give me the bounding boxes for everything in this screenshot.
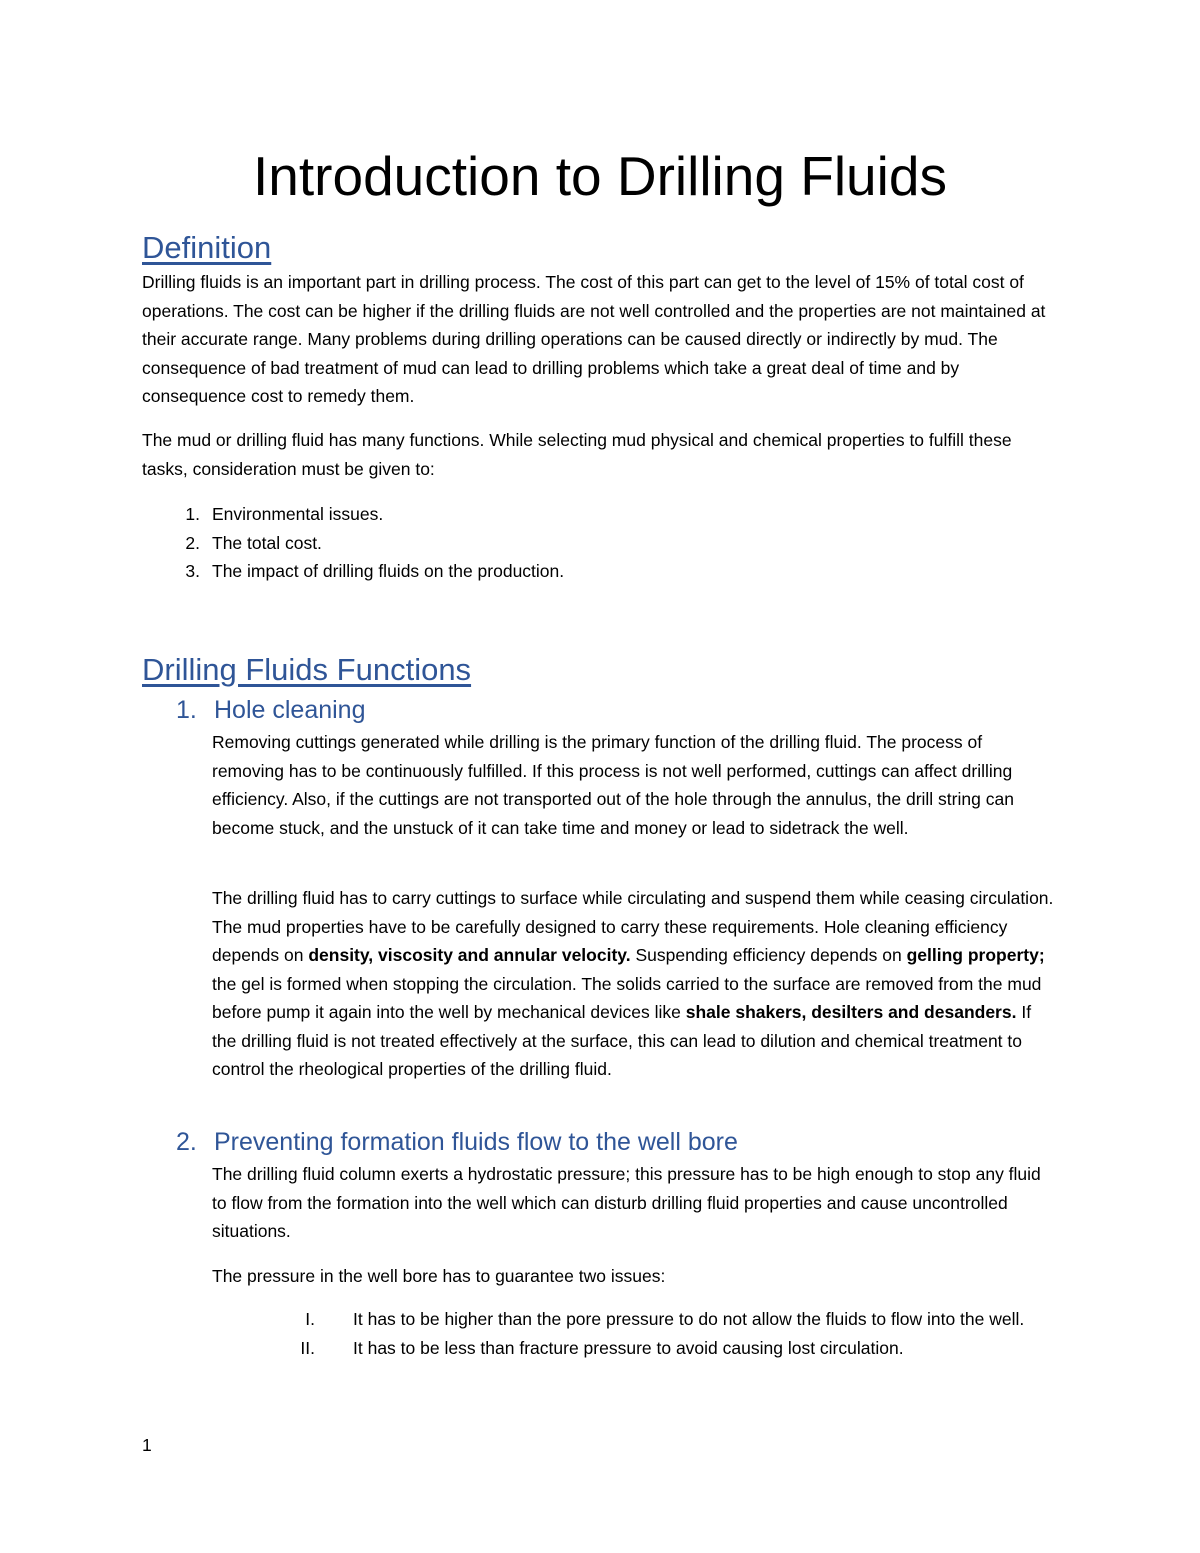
list-marker: 2. (185, 532, 200, 553)
list-item (185, 529, 1012, 558)
heading-drilling-fluids-functions: Drilling Fluids Functions (142, 652, 472, 687)
definition-paragraph-2: The mud or drilling fluid has many functions. While selecting mud physical and chemical properties to fulfill these tasks, consideration must be given to: (142, 430, 1012, 479)
list-marker: 3. (185, 561, 200, 581)
preventing-paragraph-2: The pressure in the well bore has to guarantee two issues: (212, 1266, 666, 1286)
list-marker: II. (300, 1337, 315, 1358)
list-item-text: It has to be less than fracture pressure to avoid causing lost circulation. (353, 1337, 904, 1358)
subheading-number: 1. (176, 696, 197, 724)
list-item-text: It has to be higher than the pore pressure to do not allow the fluids to flow into the well. (353, 1309, 1025, 1329)
bold-text: density, viscosity and annular velocity. (308, 945, 631, 965)
definition-paragraph-1: Drilling fluids is an important part in drilling process. The cost of this part can get to the level of 15% of total cost of operations. The cost can be higher if the drilling fluids are not well controlled and the properties are not maintained at their accurate range. Many problems during drilling operations can be caused directly or indirectly by mud. The consequence of bad treatment of mud can lead to drilling problems which take a great deal of time and by consequence cost to remedy them. (142, 272, 1046, 406)
list-item-text: Environmental issues. (212, 504, 384, 524)
subheading-hole-cleaning (176, 694, 366, 726)
subheading-text: Hole cleaning (214, 696, 366, 724)
page-number: 1 (142, 1435, 152, 1455)
list-marker: I. (305, 1309, 315, 1329)
subheading-preventing-formation-fluids (176, 1126, 738, 1158)
list-item-text: The total cost. (212, 532, 322, 553)
subheading-number: 2. (176, 1128, 197, 1156)
bold-text: gelling property; (906, 945, 1045, 965)
list-item-text: The impact of drilling fluids on the production. (212, 561, 565, 581)
hole-cleaning-paragraph-1: Removing cuttings generated while drilling is the primary function of the drilling fluid. The process of removing has to be continuously fulfilled. If this process is not well performed, cuttings can affect drilling efficiency. Also, if the cuttings are not transported out of the hole through the annulus, the drill string can become stuck, and the unstuck of it can take time and money or lead to sidetrack the well. (212, 732, 1014, 838)
list-marker: 1. (185, 504, 200, 524)
list-item (305, 1305, 1053, 1334)
preventing-paragraph-1: The drilling fluid column exerts a hydrostatic pressure; this pressure has to be high enough to stop any fluid to flow from the formation into the well which can disturb drilling fluid properties and cause uncontrolled situations. (212, 1164, 1041, 1241)
list-item (185, 500, 1012, 529)
subheading-text: Preventing formation fluids flow to the well bore (214, 1128, 738, 1156)
hole-cleaning-paragraph-2: The drilling fluid has to carry cuttings to surface while circulating and suspend them while ceasing circulation. The mud properties have to be carefully designed to carry these requirements. Hole cleaning efficiency depends on density, viscosity and annular velocity. Suspending efficiency depends on gelling property; the gel is formed when stopping the circulation. The solids carried to the surface are removed from the mud before pump it again into the well by mechanical devices like shale shakers, desilters and desanders. If the drilling fluid is not treated effectively at the surface, this can lead to dilution and chemical treatment to control the rheological properties of the drilling fluid. (212, 888, 1054, 1079)
list-item (185, 557, 1012, 586)
considerations-list (185, 500, 1012, 586)
list-item (300, 1334, 1053, 1363)
bold-text: shale shakers, desilters and desanders. (685, 1002, 1017, 1022)
document-title: Introduction to Drilling Fluids (253, 145, 947, 207)
pressure-issues-list (300, 1305, 1053, 1362)
heading-definition: Definition (142, 230, 272, 265)
